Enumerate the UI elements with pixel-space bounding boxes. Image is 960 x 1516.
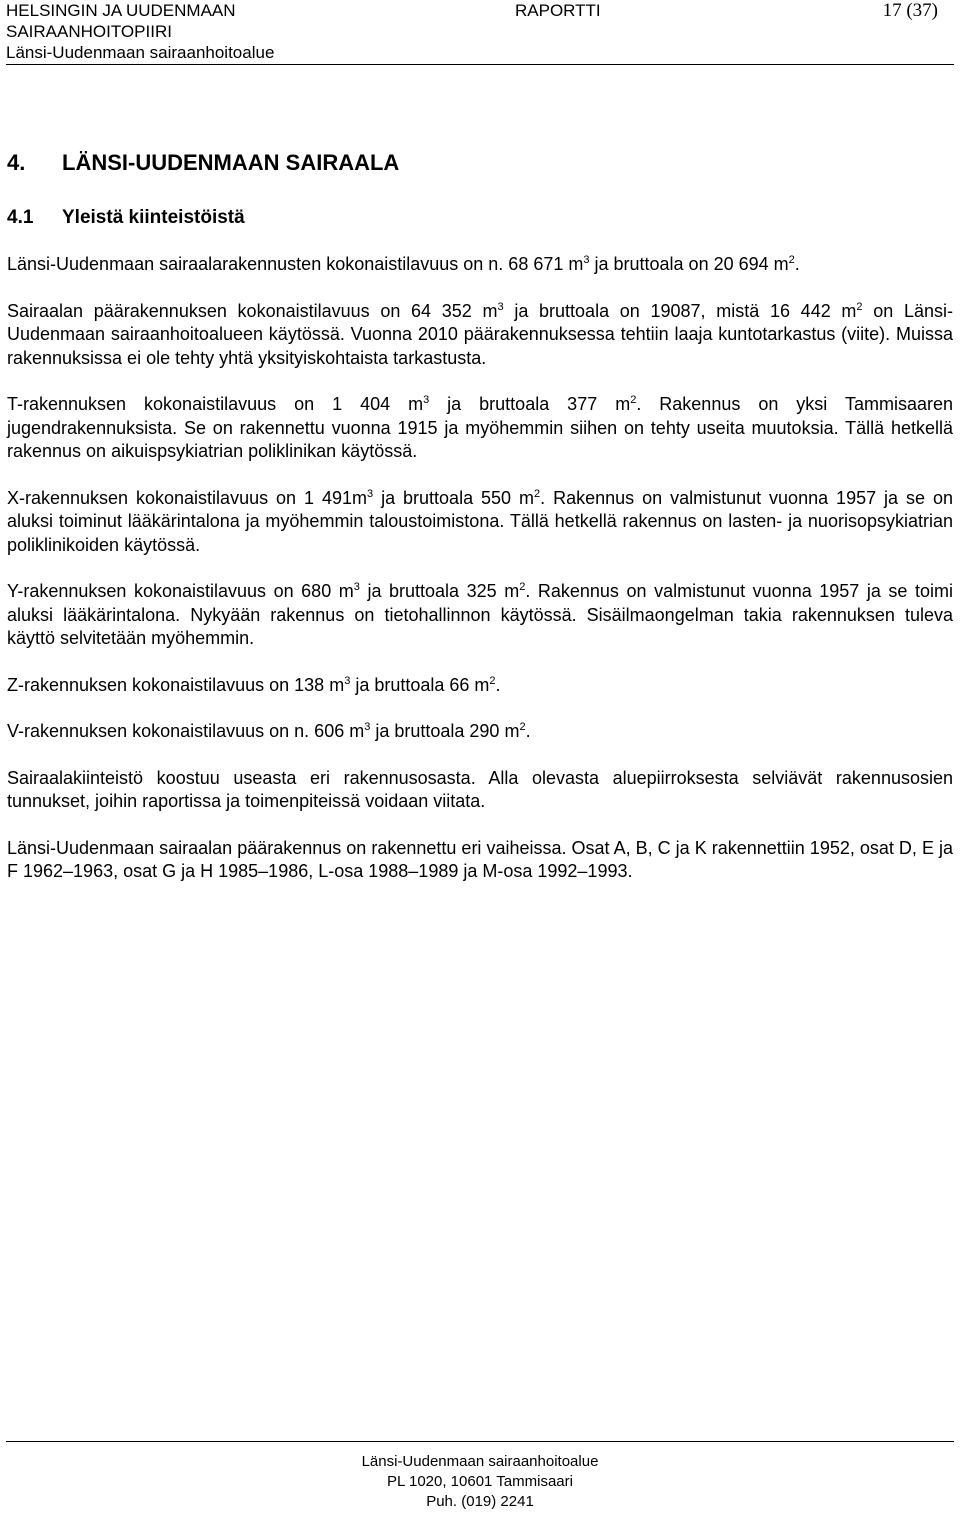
text-run: ja bruttoala 325 m: [359, 581, 520, 601]
text-run: ja bruttoala on 19087, mistä 16 442 m: [503, 300, 857, 321]
document-type: RAPORTTI: [515, 1, 601, 20]
text-run: Länsi-Uudenmaan sairaalarakennusten kokonaistilavuus on n. 68 671 m: [7, 254, 584, 274]
text-run: ja bruttoala 550 m: [373, 487, 535, 508]
section-number: 4.1: [7, 207, 34, 228]
footer-divider: [6, 1441, 954, 1442]
organization-block: [6, 0, 274, 63]
chapter-title: LÄNSI-UUDENMAAN SAIRAALA: [62, 150, 400, 175]
superscript: 2: [788, 254, 795, 266]
paragraph-building-parts: Sairaalakiinteistö koostuu useasta eri rakennusosasta. Alla olevasta aluepiirroksesta selviävät rakennusosien tunnukset, joihin raportissa ja toimenpiteissä voidaan viitata.: [7, 767, 953, 811]
footer-line1: Länsi-Uudenmaan sairaanhoitoalue: [361, 1453, 599, 1470]
superscript: 2: [519, 581, 526, 593]
footer-line2: PL 1020, 10601 Tammisaari: [387, 1473, 573, 1490]
superscript: 3: [367, 487, 374, 500]
chapter-heading: [7, 150, 953, 176]
text-run: .: [495, 674, 501, 695]
page-number: 17 (37): [882, 0, 938, 21]
paragraph-total-volume: [7, 253, 953, 277]
superscript: 2: [489, 674, 496, 687]
text-run: Sairaalan päärakennuksen kokonaistilavuus on 64 352 m: [7, 300, 498, 321]
chapter-number: 4.: [7, 150, 26, 175]
section-heading: [7, 206, 953, 229]
org-name-line1: HELSINGIN JA UUDENMAAN: [6, 1, 236, 20]
section-title: Yleistä kiinteistöistä: [62, 207, 245, 228]
superscript: 3: [497, 300, 504, 313]
superscript: 2: [534, 487, 541, 500]
text-run: . Rakennus on yksi Tammisaaren jugendrakennuksista. Se on rakennettu vuonna 1915 ja myöhemmin siihen on tehty useita muutoksia. Tällä hetkellä rakennus on aikuispsykiatrian poliklinikan käytössä.: [7, 394, 953, 461]
text-run: ja bruttoala 377 m: [429, 394, 631, 414]
org-name-line3: Länsi-Uudenmaan sairaanhoitoalue: [6, 43, 275, 62]
superscript: 3: [353, 581, 360, 593]
text-run: Z-rakennuksen kokonaistilavuus on 138 m: [7, 674, 345, 695]
org-name-line2: SAIRAANHOITOPIIRI: [6, 22, 172, 41]
paragraph-z-building: [7, 674, 953, 698]
superscript: 3: [364, 721, 371, 733]
text-run: ja bruttoala on 20 694 m: [589, 254, 789, 274]
footer-line3: Puh. (019) 2241: [426, 1493, 534, 1510]
text-run: .: [794, 254, 800, 274]
paragraph-t-building: [7, 393, 953, 464]
page-header: [6, 0, 954, 62]
text-run: Y-rakennuksen kokonaistilavuus on 680 m: [7, 581, 354, 601]
superscript: 2: [630, 394, 637, 406]
text-run: . Rakennus on valmistunut vuonna 1957 ja se toimi aluksi lääkärintalona. Nykyään rakennus on tietohallinnon käytössä. Sisäilmaongelman takia rakennuksen tuleva käyttö selvitetään myöhemmin.: [7, 581, 953, 648]
paragraph-main-building: [7, 300, 953, 371]
paragraph-y-building: [7, 580, 953, 651]
text-run: ja bruttoala 66 m: [350, 674, 490, 695]
superscript: 3: [423, 394, 430, 406]
superscript: 3: [344, 674, 351, 687]
text-run: on Länsi-Uudenmaan sairaanhoitoalueen käytössä. Vuonna 2010 päärakennuksessa tehtiin laaja kuntotarkastus (viite). Muissa rakennuksissa ei ole tehty yhtä yksityiskohtaista tarkastusta.: [7, 300, 953, 368]
superscript: 3: [583, 254, 590, 266]
text-run: .: [525, 721, 531, 741]
paragraph-v-building: [7, 720, 953, 744]
text-run: V-rakennuksen kokonaistilavuus on n. 606 m: [7, 721, 365, 741]
page-footer: [0, 1452, 960, 1512]
paragraph-x-building: [7, 487, 953, 558]
text-run: X-rakennuksen kokonaistilavuus on 1 491m: [7, 487, 367, 508]
header-divider: [6, 64, 954, 65]
text-run: ja bruttoala 290 m: [370, 721, 520, 741]
paragraph-construction-phases: Länsi-Uudenmaan sairaalan päärakennus on rakennettu eri vaiheissa. Osat A, B, C ja K rakennettiin 1952, osat D, E ja F 1962–1963, osat G ja H 1985–1986, L-osa 1988–1989 ja M-osa 1992–1993.: [7, 837, 953, 881]
document-body: [7, 150, 953, 907]
text-run: T-rakennuksen kokonaistilavuus on 1 404 m: [7, 394, 424, 414]
text-run: . Rakennus on valmistunut vuonna 1957 ja se on aluksi toiminut lääkärintalona ja myöhemmin taloustoimistona. Tällä hetkellä rakennus on lasten- ja nuorisopsykiatrian poliklinikoiden käytössä.: [7, 487, 953, 555]
superscript: 2: [856, 300, 863, 313]
superscript: 2: [519, 721, 526, 733]
